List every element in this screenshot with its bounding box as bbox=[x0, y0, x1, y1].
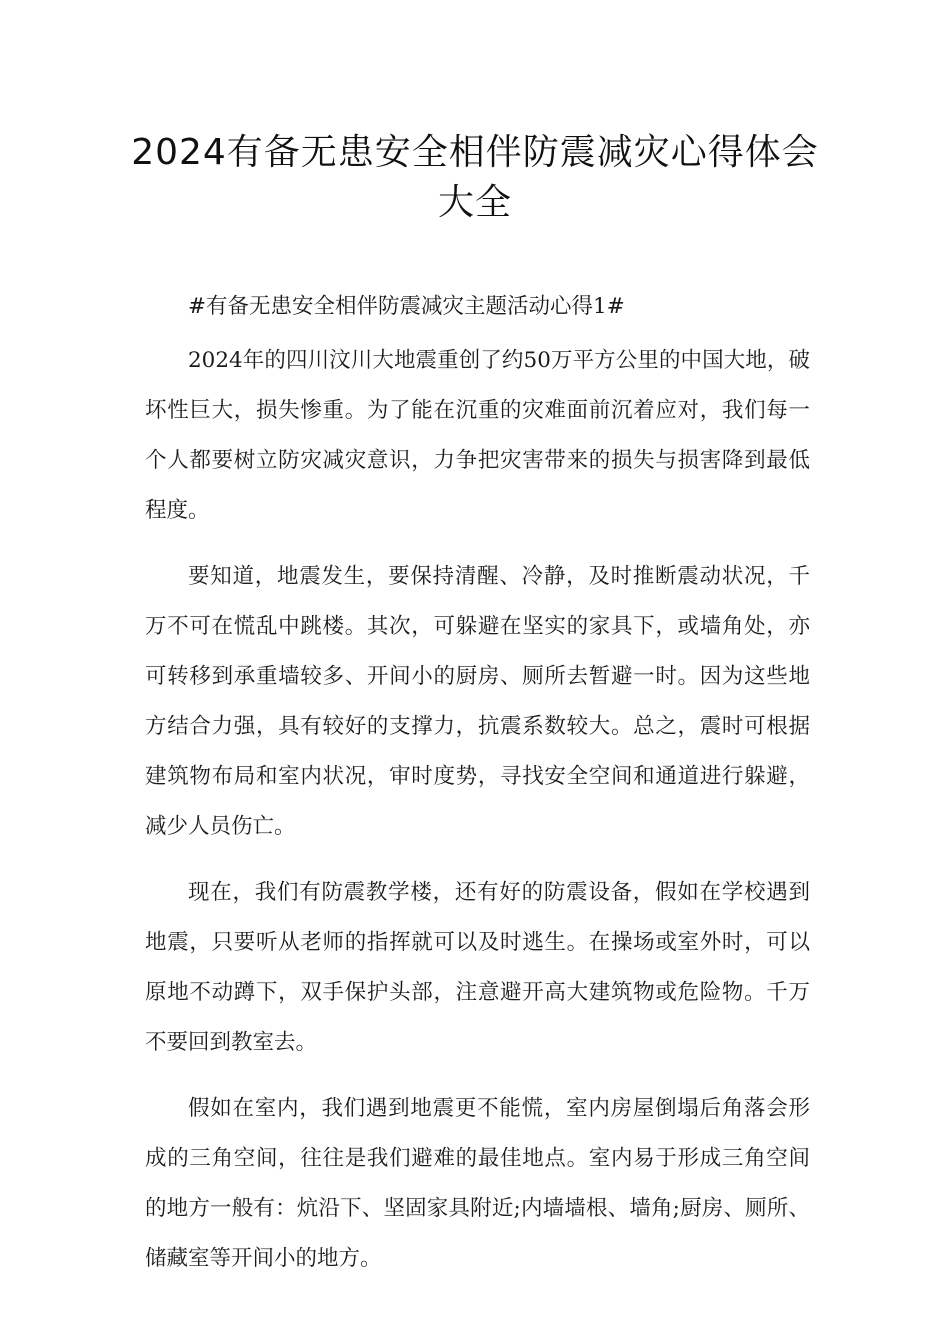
document-title: 2024有备无患安全相伴防震减灾心得体会大全 bbox=[131, 132, 819, 223]
body-paragraph-1: 2024年的四川汶川大地震重创了约50万平方公里的中国大地，破坏性巨大，损失惨重。为了能在沉重的灾难面前沉着应对，我们每一个人都要树立防灾减灾意识，力争把灾害带来的损失与损害降到最低程度。 bbox=[145, 348, 810, 523]
body-paragraph-3: 现在，我们有防震教学楼，还有好的防震设备，假如在学校遇到地震，只要听从老师的指挥就可以及时逃生。在操场或室外时，可以原地不动蹲下，双手保护头部，注意避开高大建筑物或危险物。千万不要回到教室去。 bbox=[145, 880, 810, 1055]
body-paragraph-2: 要知道，地震发生，要保持清醒、冷静，及时推断震动状况，千万不可在慌乱中跳楼。其次，可躲避在坚实的家具下，或墙角处，亦可转移到承重墙较多、开间小的厨房、厕所去暂避一时。因为这些地方结合力强，具有较好的支撑力，抗震系数较大。总之，震时可根据建筑物布局和室内状况，审时度势，寻找安全空间和通道进行躲避，减少人员伤亡。 bbox=[145, 564, 810, 839]
section-heading: #有备无患安全相伴防震减灾主题活动心得1# bbox=[188, 294, 625, 319]
document-body bbox=[145, 282, 810, 1300]
body-paragraph-4: 假如在室内，我们遇到地震更不能慌，室内房屋倒塌后角落会形成的三角空间，往往是我们避难的最佳地点。室内易于形成三角空间的地方一般有：炕沿下、坚固家具附近;内墙墙根、墙角;厨房、厕所、储藏室等开间小的地方。 bbox=[145, 1096, 810, 1271]
